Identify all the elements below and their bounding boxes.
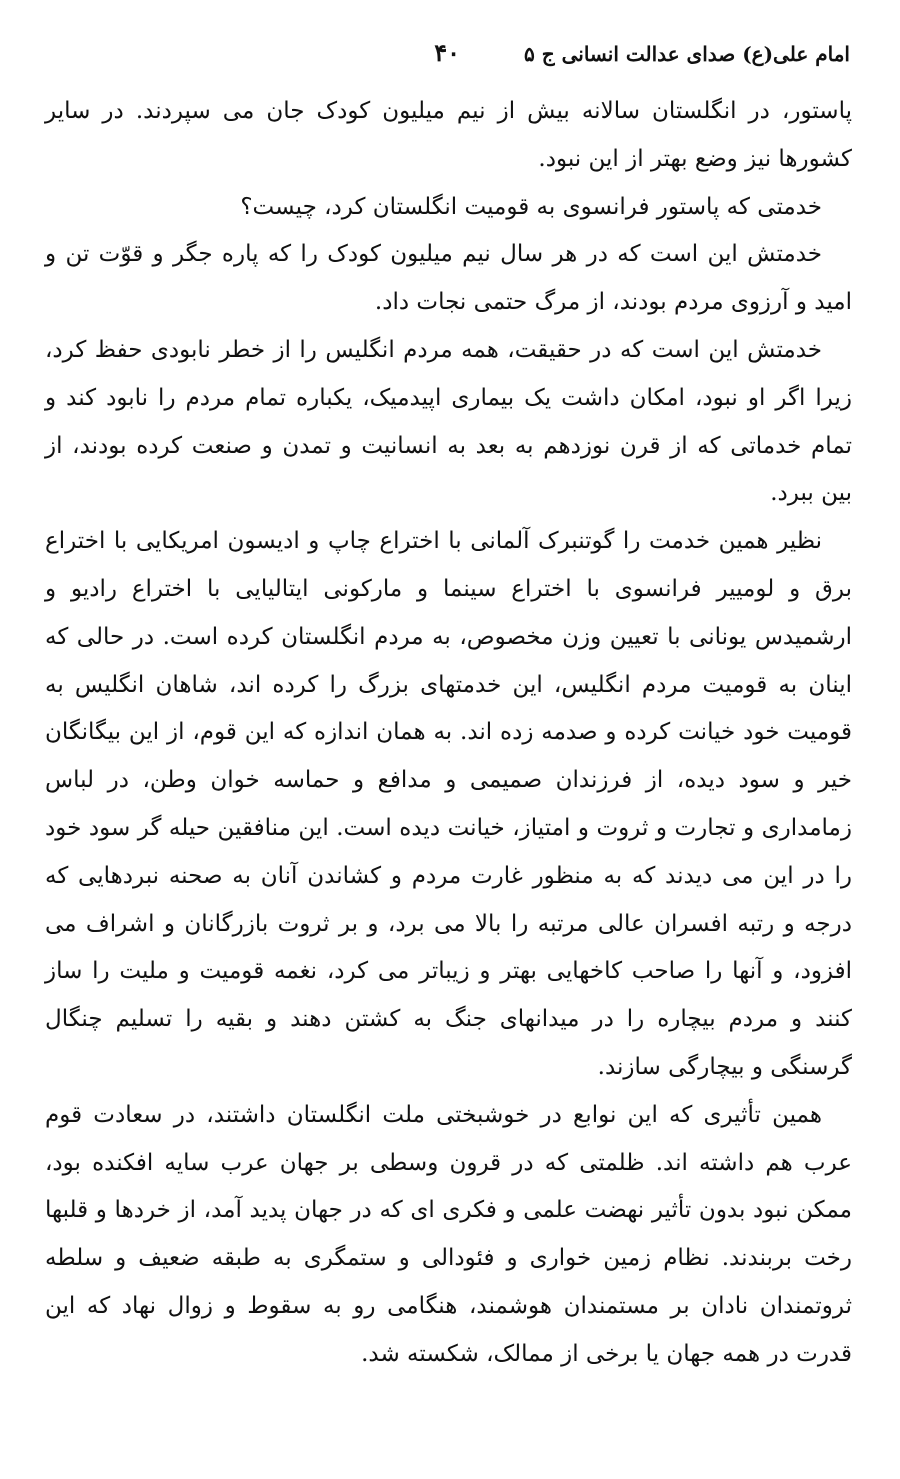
- paragraph: پاستور، در انگلستان سالانه بیش از نیم میلیون کودک جان می سپردند. در سایر کشورها نیز وضع بهتر از این نبود.: [45, 98, 852, 172]
- page-header: [40, 38, 860, 78]
- page-number: ۴۰: [434, 38, 460, 67]
- paragraph: نظیر همین خدمت را گوتنبرک آلمانی با اختراع چاپ و ادیسون امریکایی با اختراع برق و لومییر فرانسوی با اختراع سینما و مارکونی ایتالیایی با اختراع رادیو و ارشمیدس یونانی با تعیین وزن مخصوص، به مردم انگلستان کرده است. در حالی که اینان به قومیت مردم انگلیس، این خدمتهای بزرگ را کرده اند، شاهان انگلیس به قومیت خود خیانت کرده و صدمه زده اند. به همان اندازه که این قوم، از این بیگانگان خیر و سود دیده، از فرزندان صمیمی و مدافع و حماسه خوان وطن، در لباس زمامداری و تجارت و ثروت و امتیاز، خیانت دیده است. این منافقین حیله گر سود خود را در این می دیدند که به منظور غارت مردم و کشاندن آنان به صحنه نبردهایی که درجه و رتبه افسران عالی مرتبه را بالا می برد، و بر ثروت بازرگانان و اشراف می افزود، و آنها را صاحب کاخهایی بهتر و زیباتر می کرد، نغمه قومیت و ملیت را ساز کنند و مردم بیچاره را در میدانهای جنگ به کشتن دهند و بقیه را تسلیم چنگال گرسنگی و بیچارگی سازند.: [45, 528, 852, 1080]
- paragraph: همین تأثیری که این نوابع در خوشبختی ملت انگلستان داشتند، در سعادت قوم عرب هم داشته اند. ظلمتی که در قرون وسطی بر جهان عرب سایه افکنده بود، ممکن نبود بدون تأثیر نهضت علمی و فکری ای که در جهان پدید آمد، از خردها و قلبها رخت بربندند. نظام زمین خواری و فئودالی و ستمگری به طبقه ضعیف و سلطه ثروتمندان نادان بر مستمندان هوشمند، هنگامی رو به سقوط و زوال نهاد که این قدرت در همه جهان یا برخی از ممالک، شکسته شد.: [45, 1101, 853, 1367]
- paragraph: خدمتش این است که در حقیقت، همه مردم انگلیس را از خطر نابودی حفظ کرد، زیرا اگر او نبود، امکان داشت یک بیماری اپیدمیک، یکباره تمام مردم را نابود کند و تمام خدماتی که از قرن نوزدهم به بعد به انسانیت و تمدن و صنعت کرده بودند، از بین ببرد.: [45, 336, 852, 507]
- running-head: امام علی(ع) صدای عدالت انسانی ج ۵: [524, 42, 850, 66]
- paragraph: خدمتی که پاستور فرانسوی به قومیت انگلستان کرد، چیست؟: [240, 193, 822, 220]
- body-text: [45, 88, 852, 1379]
- paragraph: خدمتش این است که در هر سال نیم میلیون کودک را که پاره جگر و قوّت تن و امید و آرزوی مردم بودند، از مرگ حتمی نجات داد.: [45, 241, 852, 316]
